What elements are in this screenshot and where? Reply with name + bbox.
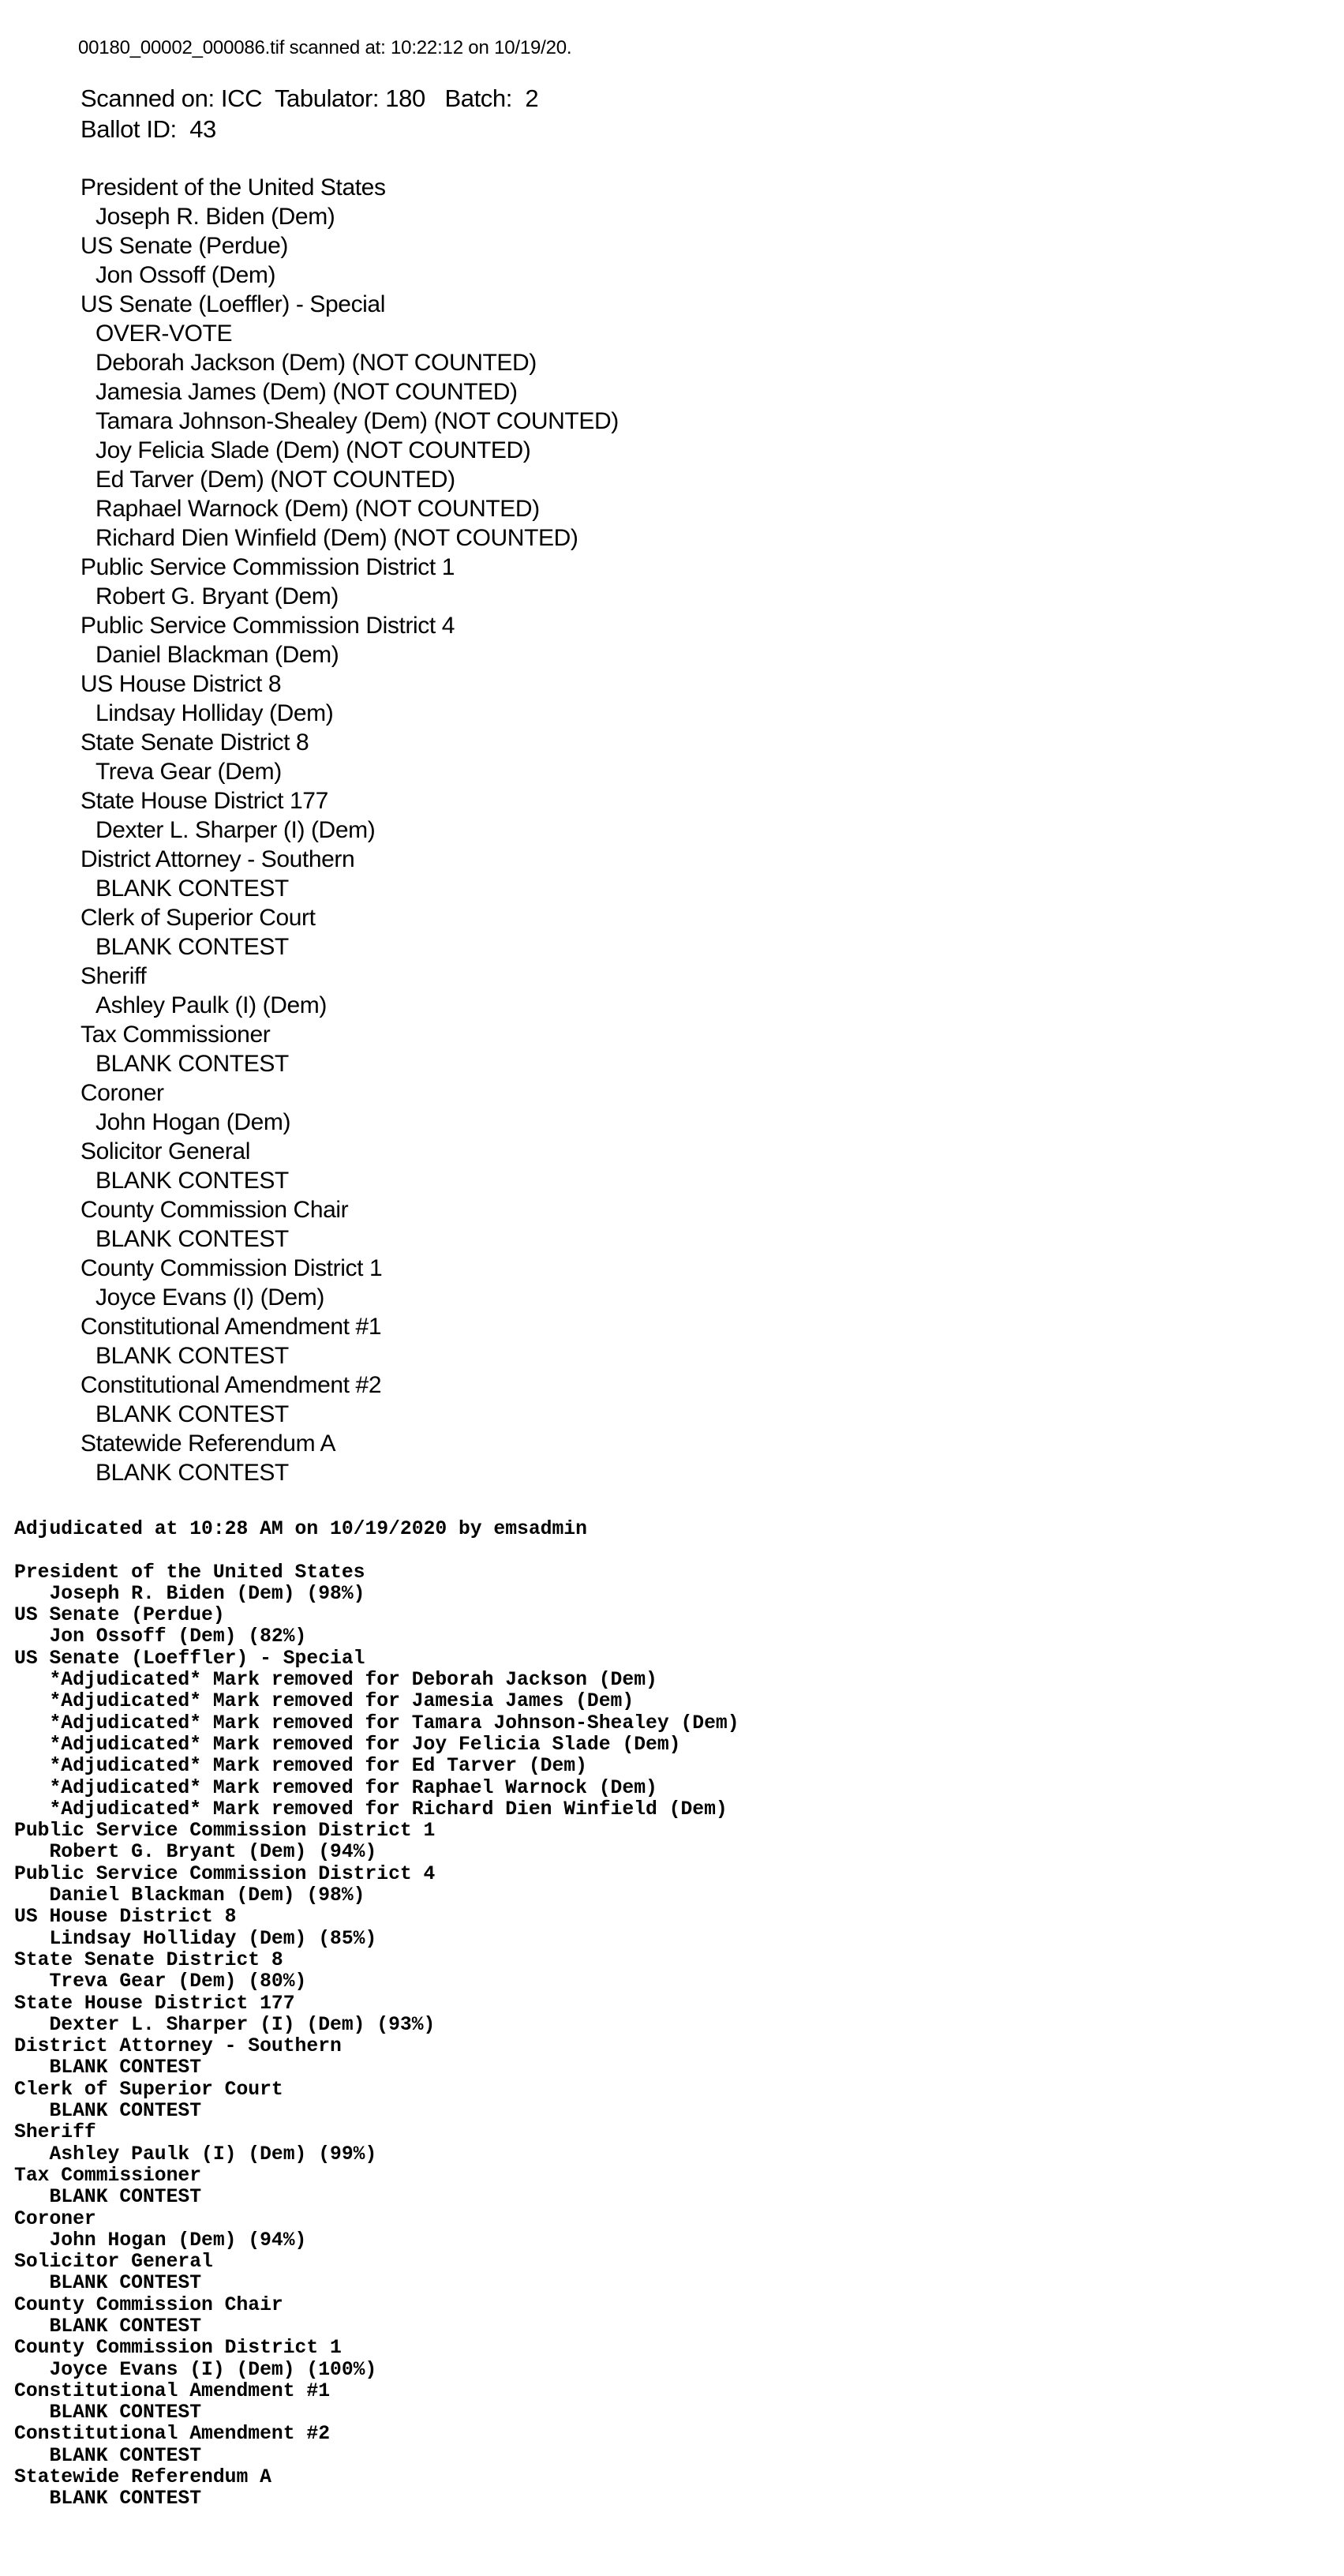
contest-title-line: President of the United States <box>80 174 386 201</box>
adjudication-result-line: Joyce Evans (I) (Dem) (100%) <box>14 2358 377 2381</box>
contest-title-line: Constitutional Amendment #2 <box>80 1372 382 1398</box>
ballot-choice-line: Ashley Paulk (I) (Dem) <box>95 992 327 1018</box>
ballot-choice-line: BLANK CONTEST <box>95 934 289 960</box>
adjudication-result-line: BLANK CONTEST <box>14 2402 202 2424</box>
contest-title-line: Tax Commissioner <box>80 1022 271 1048</box>
adjudication-result-line: Robert G. Bryant (Dem) (94%) <box>14 1841 377 1864</box>
ballot-choice-line: BLANK CONTEST <box>95 1226 289 1252</box>
scan-meta-line: Scanned on: ICC Tabulator: 180 Batch: 2 <box>80 84 539 112</box>
adjudication-result-line: BLANK CONTEST <box>14 2488 202 2510</box>
adjudication-result-line: Lindsay Holliday (Dem) (85%) <box>14 1927 377 1950</box>
ballot-choice-line: John Hogan (Dem) <box>95 1109 291 1135</box>
ballot-choice-line: Joyce Evans (I) (Dem) <box>95 1284 324 1310</box>
adjudication-result-line: Treva Gear (Dem) (80%) <box>14 1970 307 1993</box>
adjudication-header-line: Adjudicated at 10:28 AM on 10/19/2020 by emsadmin <box>14 1518 587 1540</box>
adjudication-result-line: *Adjudicated* Mark removed for Joy Felicia Slade (Dem) <box>14 1733 681 1756</box>
adjudication-result-line: Daniel Blackman (Dem) (98%) <box>14 1884 365 1907</box>
adjudication-result-line: BLANK CONTEST <box>14 2186 202 2209</box>
contest-title-line: Clerk of Superior Court <box>80 905 316 931</box>
adjudication-contest-line: Public Service Commission District 4 <box>14 1862 436 1885</box>
contest-title-line: Statewide Referendum A <box>80 1430 336 1457</box>
adjudication-result-line: Ashley Paulk (I) (Dem) (99%) <box>14 2143 377 2165</box>
ballot-choice-line: Joseph R. Biden (Dem) <box>95 204 335 230</box>
ballot-choice-line: Treva Gear (Dem) <box>95 759 282 785</box>
contest-title-line: Public Service Commission District 1 <box>80 554 455 580</box>
cast-vote-record-list <box>80 173 619 1487</box>
adjudication-result-line: *Adjudicated* Mark removed for Raphael Warnock (Dem) <box>14 1776 657 1799</box>
adjudication-lines <box>14 1562 739 2510</box>
contest-title-line: Public Service Commission District 4 <box>80 613 455 639</box>
scan-file-line: 00180_00002_000086.tif scanned at: 10:22:12 on 10/19/20. <box>78 37 572 58</box>
adjudication-contest-line: Constitutional Amendment #2 <box>14 2423 331 2446</box>
adjudication-contest-line: President of the United States <box>14 1561 365 1584</box>
contest-title-line: State House District 177 <box>80 788 328 814</box>
ballot-choice-line: Dexter L. Sharper (I) (Dem) <box>95 817 376 843</box>
adjudication-contest-line: Statewide Referendum A <box>14 2466 271 2489</box>
ballot-choice-line: Daniel Blackman (Dem) <box>95 642 339 668</box>
adjudication-contest-line: County Commission Chair <box>14 2293 283 2316</box>
ballot-choice-line: Ed Tarver (Dem) (NOT COUNTED) <box>95 467 455 493</box>
adjudication-contest-line: State House District 177 <box>14 1992 295 2015</box>
contest-title-line: Sheriff <box>80 963 147 989</box>
adjudication-contest-line: Tax Commissioner <box>14 2164 202 2187</box>
ballot-choice-line: Deborah Jackson (Dem) (NOT COUNTED) <box>95 350 537 376</box>
adjudication-result-line: *Adjudicated* Mark removed for Jamesia James (Dem) <box>14 1690 635 1713</box>
ballot-choice-line: BLANK CONTEST <box>95 1401 289 1427</box>
ballot-choice-line: Robert G. Bryant (Dem) <box>95 583 339 609</box>
adjudication-contest-line: State Senate District 8 <box>14 1948 283 1971</box>
adjudication-contest-line: County Commission District 1 <box>14 2337 342 2360</box>
contest-title-line: State Senate District 8 <box>80 729 309 756</box>
ballot-choice-line: BLANK CONTEST <box>95 1343 289 1369</box>
adjudication-contest-line: Constitutional Amendment #1 <box>14 2379 331 2402</box>
ballot-choice-line: Lindsay Holliday (Dem) <box>95 700 334 726</box>
adjudication-contest-line: Solicitor General <box>14 2251 213 2274</box>
ballot-id-line: Ballot ID: 43 <box>80 115 216 143</box>
adjudication-contest-line: Clerk of Superior Court <box>14 2078 283 2101</box>
ballot-choice-line: OVER-VOTE <box>95 321 233 347</box>
ballot-choice-line: BLANK CONTEST <box>95 1460 289 1486</box>
ballot-choice-line: Richard Dien Winfield (Dem) (NOT COUNTED) <box>95 525 578 551</box>
adjudication-result-line: BLANK CONTEST <box>14 2444 202 2467</box>
ballot-choice-line: Joy Felicia Slade (Dem) (NOT COUNTED) <box>95 437 531 463</box>
contest-title-line: US Senate (Perdue) <box>80 233 288 259</box>
ballot-choice-line: BLANK CONTEST <box>95 1051 289 1077</box>
adjudication-contest-line: Coroner <box>14 2207 96 2230</box>
contest-title-line: Constitutional Amendment #1 <box>80 1314 382 1340</box>
adjudication-result-line: BLANK CONTEST <box>14 2057 202 2079</box>
ballot-choice-line: Tamara Johnson-Shealey (Dem) (NOT COUNTED) <box>95 408 619 434</box>
adjudication-result-line: Jon Ossoff (Dem) (82%) <box>14 1625 307 1648</box>
ballot-choice-line: Raphael Warnock (Dem) (NOT COUNTED) <box>95 496 540 522</box>
adjudication-result-line: Joseph R. Biden (Dem) (98%) <box>14 1582 365 1605</box>
adjudication-result-line: BLANK CONTEST <box>14 2100 202 2123</box>
ballot-choice-line: BLANK CONTEST <box>95 876 289 902</box>
adjudication-contest-line: US Senate (Loeffler) - Special <box>14 1647 365 1670</box>
contest-title-line: Coroner <box>80 1080 164 1106</box>
adjudication-contest-line: District Attorney - Southern <box>14 2035 342 2058</box>
contest-title-line: District Attorney - Southern <box>80 846 355 872</box>
contest-title-line: Solicitor General <box>80 1138 250 1164</box>
contest-title-line: US House District 8 <box>80 671 282 697</box>
adjudication-result-line: Dexter L. Sharper (I) (Dem) (93%) <box>14 2013 436 2036</box>
adjudication-contest-line: Sheriff <box>14 2121 96 2144</box>
adjudication-log <box>14 1519 739 2510</box>
ballot-choice-line: BLANK CONTEST <box>95 1168 289 1194</box>
contest-title-line: County Commission District 1 <box>80 1255 383 1281</box>
adjudication-result-line: *Adjudicated* Mark removed for Ed Tarver (Dem) <box>14 1755 587 1778</box>
contest-title-line: County Commission Chair <box>80 1197 349 1223</box>
ballot-choice-line: Jamesia James (Dem) (NOT COUNTED) <box>95 379 518 405</box>
adjudication-result-line: BLANK CONTEST <box>14 2272 202 2295</box>
contest-title-line: US Senate (Loeffler) - Special <box>80 291 385 317</box>
ballot-choice-line: Jon Ossoff (Dem) <box>95 262 276 288</box>
adjudication-result-line: *Adjudicated* Mark removed for Deborah Jackson (Dem) <box>14 1669 657 1692</box>
adjudication-result-line: John Hogan (Dem) (94%) <box>14 2229 307 2252</box>
adjudication-contest-line: Public Service Commission District 1 <box>14 1820 436 1843</box>
adjudication-contest-line: US House District 8 <box>14 1906 237 1929</box>
adjudication-result-line: *Adjudicated* Mark removed for Richard Dien Winfield (Dem) <box>14 1798 728 1820</box>
adjudication-result-line: BLANK CONTEST <box>14 2315 202 2338</box>
adjudication-result-line: *Adjudicated* Mark removed for Tamara Johnson-Shealey (Dem) <box>14 1712 739 1734</box>
adjudication-contest-line: US Senate (Perdue) <box>14 1604 225 1627</box>
